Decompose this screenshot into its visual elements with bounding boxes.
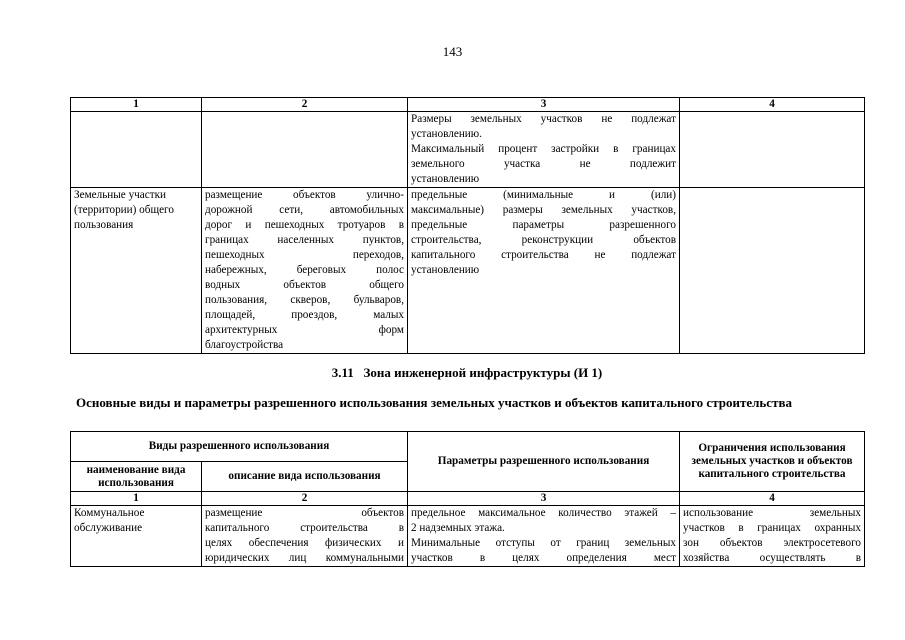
column-number-row bbox=[71, 98, 865, 112]
text-line: использование земельных bbox=[683, 507, 862, 519]
column-number: 4 bbox=[680, 492, 865, 506]
text-line: Земельные участки bbox=[74, 189, 167, 201]
text-line: размещение объектов bbox=[205, 507, 405, 519]
text-line: пользования, скверов, бульваров, bbox=[205, 294, 404, 306]
column-number-row bbox=[71, 492, 865, 506]
text-line: границах населенных пунктов, bbox=[205, 234, 404, 246]
text-line: пользования bbox=[74, 219, 134, 231]
use-description-cell bbox=[202, 506, 408, 567]
parameters-cell bbox=[408, 112, 680, 188]
text-line: дорог и пешеходных тротуаров в bbox=[205, 219, 404, 231]
restrictions-cell bbox=[680, 188, 865, 354]
text-line: юридических лиц коммунальными bbox=[205, 552, 405, 564]
text-line: пешеходных переходов, bbox=[205, 249, 404, 261]
parameters-cell bbox=[408, 188, 680, 354]
use-name-cell bbox=[71, 506, 202, 567]
page-number: 143 bbox=[442, 44, 463, 59]
text-line: установлению. bbox=[411, 128, 482, 140]
text-line: зон объектов электросетевого bbox=[683, 537, 862, 549]
text-line: набережных, береговых полос bbox=[205, 264, 404, 276]
table-row bbox=[71, 506, 865, 567]
text-line: предельные параметры разрешенного bbox=[411, 219, 676, 231]
text-line: предельное максимальное количество этажей – bbox=[411, 507, 677, 519]
text-line: установлению bbox=[411, 264, 480, 276]
text-line: Размеры земельных участков не подлежат bbox=[411, 113, 676, 125]
text-line: земельного участка не подлежит bbox=[411, 158, 676, 170]
text-line: участков в целях определения мест bbox=[411, 552, 677, 564]
text-line: максимальные) размеры земельных участков, bbox=[411, 204, 676, 216]
header-use-description: описание вида использования bbox=[202, 462, 408, 492]
parameters-cell bbox=[408, 506, 680, 567]
text-line: капитального строительства не подлежат bbox=[411, 249, 676, 261]
text-line: хозяйства осуществлять в bbox=[683, 552, 862, 564]
use-description-cell bbox=[202, 112, 408, 188]
text-line: водных объектов общего bbox=[205, 279, 404, 291]
use-name-cell bbox=[71, 188, 202, 354]
header-use-name: наименование вида использования bbox=[71, 462, 202, 492]
text-line: Максимальный процент застройки в границах bbox=[411, 143, 676, 155]
text-line: архитектурных форм bbox=[205, 324, 404, 336]
table-row bbox=[71, 188, 865, 354]
section-title: Основные виды и параметры разрешенного использования земельных участков и объектов капитального строительства bbox=[76, 395, 792, 410]
text-line: целях обеспечения физических и bbox=[205, 537, 405, 549]
text-line: площадей, проездов, малых bbox=[205, 309, 404, 321]
text-line: дорожной сети, автомобильных bbox=[205, 204, 404, 216]
column-number: 1 bbox=[71, 98, 202, 112]
column-number: 4 bbox=[680, 98, 865, 112]
column-number: 3 bbox=[408, 98, 680, 112]
restrictions-cell bbox=[680, 506, 865, 567]
text-line: (территории) общего bbox=[74, 204, 174, 216]
column-number: 3 bbox=[408, 492, 680, 506]
text-line: капитального строительства в bbox=[205, 522, 405, 534]
text-line: участков в границах охранных bbox=[683, 522, 862, 534]
text-line: установлению bbox=[411, 173, 480, 185]
header-restrictions: Ограничения использования земельных участков и объектов капитального строительства bbox=[680, 432, 865, 492]
text-line: Минимальные отступы от границ земельных bbox=[411, 537, 677, 549]
text-line: строительства, реконструкции объектов bbox=[411, 234, 676, 246]
restrictions-cell bbox=[680, 112, 865, 188]
land-use-table-continued bbox=[70, 97, 865, 354]
text-line: обслуживание bbox=[74, 522, 143, 534]
use-name-cell bbox=[71, 112, 202, 188]
text-line: 2 надземных этажа. bbox=[411, 522, 505, 534]
table-row bbox=[71, 112, 865, 188]
text-line: благоустройства bbox=[205, 339, 284, 351]
column-number: 2 bbox=[202, 492, 408, 506]
header-use-types: Виды разрешенного использования bbox=[71, 432, 408, 462]
header-parameters: Параметры разрешенного использования bbox=[408, 432, 680, 492]
use-description-cell bbox=[202, 188, 408, 354]
column-number: 2 bbox=[202, 98, 408, 112]
zone-title: 3.11 Зона инженерной инфраструктуры (И 1) bbox=[331, 365, 603, 380]
land-use-table bbox=[70, 431, 865, 567]
text-line: предельные (минимальные и (или) bbox=[411, 189, 676, 201]
text-line: Коммунальное bbox=[74, 507, 145, 519]
column-number: 1 bbox=[71, 492, 202, 506]
text-line: размещение объектов улично- bbox=[205, 189, 404, 201]
header-row bbox=[71, 432, 865, 462]
